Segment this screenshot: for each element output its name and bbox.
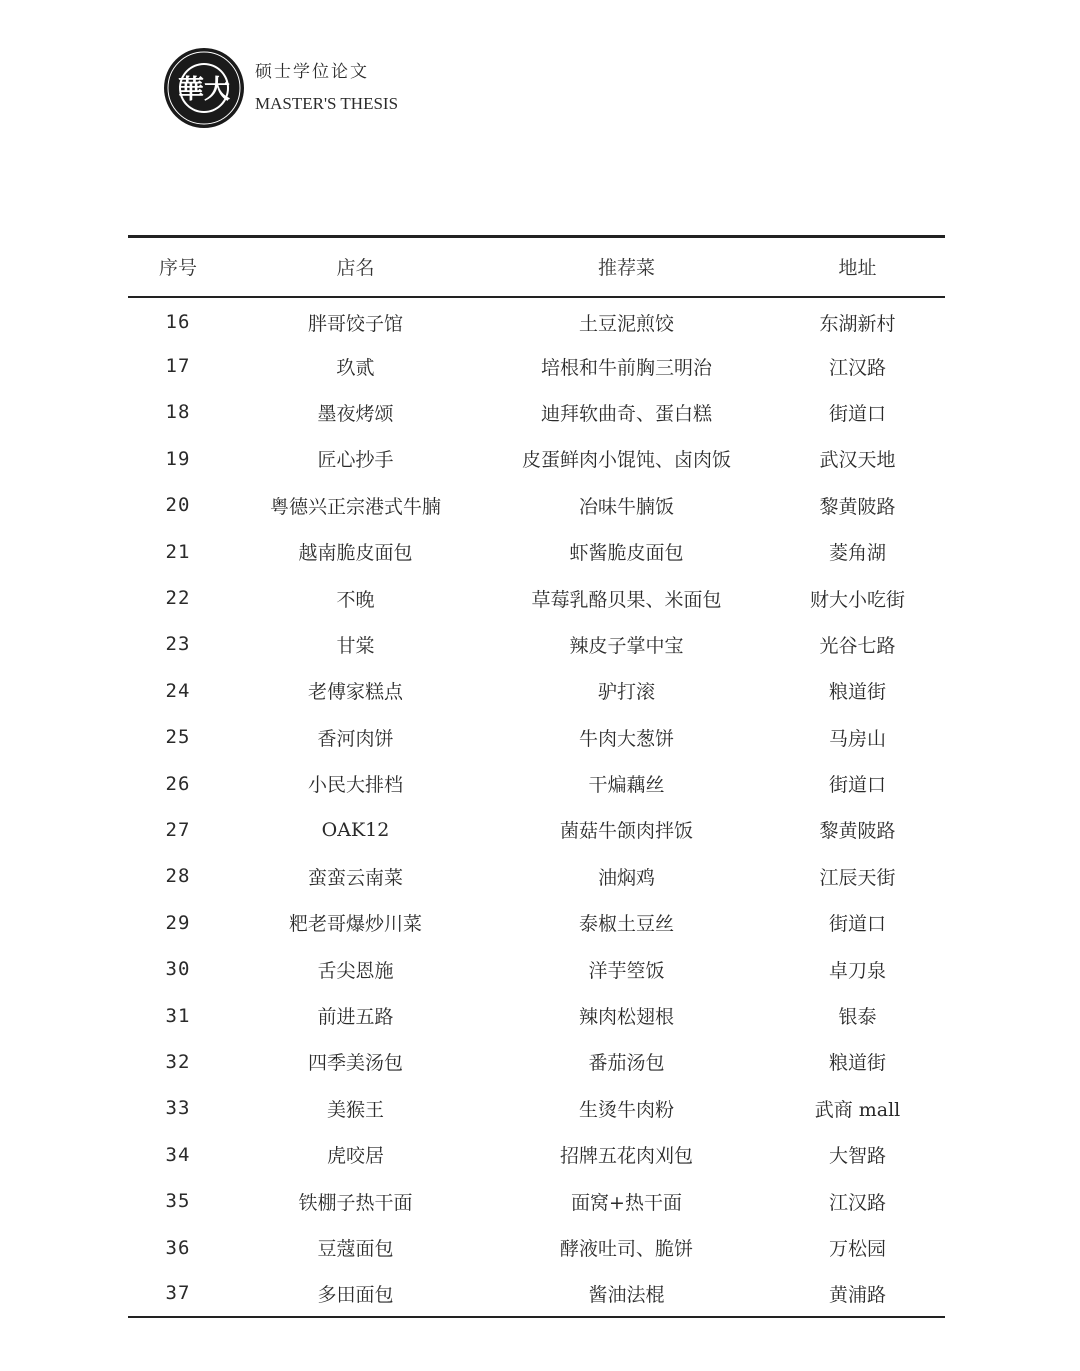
cell-address: 东湖新村 xyxy=(819,312,896,335)
cell-restaurant-name: 墨夜烤颂 xyxy=(317,402,394,425)
cell-restaurant-name: 匠心抄手 xyxy=(317,449,394,472)
cell-recommended-dish: 虾酱脆皮面包 xyxy=(569,542,684,565)
cell-restaurant-name: 粤德兴正宗港式牛腩 xyxy=(269,495,441,518)
table-body xyxy=(128,297,945,1318)
cell-restaurant-name: 前进五路 xyxy=(317,1006,394,1029)
table-row xyxy=(128,807,945,853)
cell-index: 31 xyxy=(165,1004,191,1027)
cell-recommended-dish: 冶味牛腩饭 xyxy=(578,495,674,518)
restaurant-table-container xyxy=(128,235,945,1318)
cell-recommended-dish: 辣皮子掌中宝 xyxy=(569,634,684,657)
university-seal-icon xyxy=(163,47,245,129)
cell-address: 马房山 xyxy=(828,727,886,750)
cell-restaurant-name: 越南脆皮面包 xyxy=(298,542,413,565)
cell-index: 30 xyxy=(165,958,191,981)
cell-index: 20 xyxy=(165,494,191,517)
cell-index: 25 xyxy=(165,726,191,749)
cell-address: 粮道街 xyxy=(828,1052,886,1075)
cell-index: 18 xyxy=(165,401,191,424)
cell-restaurant-name: 香河肉饼 xyxy=(317,727,394,750)
cell-recommended-dish: 番茄汤包 xyxy=(588,1052,665,1075)
cell-index: 37 xyxy=(165,1282,191,1305)
cell-restaurant-name: 美猴王 xyxy=(326,1098,384,1121)
table-row xyxy=(128,1085,945,1131)
cell-recommended-dish: 酵液吐司、脆饼 xyxy=(559,1238,693,1260)
cell-recommended-dish: 泰椒土豆丝 xyxy=(578,913,674,936)
cell-address: 光谷七路 xyxy=(819,634,896,657)
cell-restaurant-name: 不晚 xyxy=(336,588,375,611)
table-row xyxy=(128,1178,945,1224)
cell-recommended-dish: 招牌五花肉刈包 xyxy=(559,1145,693,1168)
table-row xyxy=(128,482,945,528)
cell-recommended-dish: 生烫牛肉粉 xyxy=(578,1098,674,1121)
thesis-title-en: MASTER'S THESIS xyxy=(255,94,399,113)
table-row xyxy=(128,760,945,806)
cell-recommended-dish: 皮蛋鲜肉小馄饨、卤肉饭 xyxy=(521,449,731,472)
header-text xyxy=(255,61,398,115)
cell-address: 黎黄陂路 xyxy=(819,495,896,518)
cell-index: 21 xyxy=(165,540,191,563)
cell-restaurant-name: 甘棠 xyxy=(336,634,375,657)
table-header-row xyxy=(128,237,945,297)
cell-recommended-dish: 驴打滚 xyxy=(597,681,655,704)
cell-index: 19 xyxy=(165,447,191,470)
cell-index: 23 xyxy=(165,633,191,656)
cell-restaurant-name: 豆蔻面包 xyxy=(317,1238,394,1260)
seal-glyph: 華大 xyxy=(177,75,231,105)
cell-index: 16 xyxy=(165,311,191,334)
cell-address: 万松园 xyxy=(828,1238,886,1260)
cell-index: 35 xyxy=(165,1190,191,1213)
cell-recommended-dish: 草莓乳酪贝果、米面包 xyxy=(531,588,722,611)
column-header-name: 店名 xyxy=(336,257,375,280)
cell-restaurant-name: 粑老哥爆炒川菜 xyxy=(288,913,422,936)
table-row xyxy=(128,714,945,760)
table-row xyxy=(128,1132,945,1178)
cell-restaurant-name: 四季美汤包 xyxy=(307,1052,403,1075)
cell-recommended-dish: 菌菇牛颌肉拌饭 xyxy=(559,820,693,843)
cell-restaurant-name: 虎咬居 xyxy=(326,1145,384,1168)
cell-address: 街道口 xyxy=(828,402,886,425)
cell-restaurant-name: OAK12 xyxy=(321,818,390,841)
table-row xyxy=(128,297,945,343)
table-row xyxy=(128,528,945,574)
cell-address: 江辰天街 xyxy=(819,866,896,889)
cell-address: 财大小吃街 xyxy=(809,588,905,611)
table-row xyxy=(128,853,945,899)
cell-recommended-dish: 酱油法棍 xyxy=(588,1283,665,1306)
cell-address: 江汉路 xyxy=(828,1191,886,1214)
table-row xyxy=(128,1271,945,1317)
cell-index: 22 xyxy=(165,587,191,610)
cell-address: 江汉路 xyxy=(828,356,886,379)
table-row xyxy=(128,946,945,992)
restaurant-table xyxy=(128,235,945,1318)
cell-index: 28 xyxy=(165,865,191,888)
cell-recommended-dish: 洋芋箜饭 xyxy=(588,959,665,982)
column-header-dish: 推荐菜 xyxy=(597,257,655,280)
table-row xyxy=(128,1224,945,1270)
cell-address: 街道口 xyxy=(828,913,886,936)
cell-index: 32 xyxy=(165,1050,191,1073)
cell-recommended-dish: 牛肉大葱饼 xyxy=(578,727,674,750)
cell-index: 24 xyxy=(165,679,191,702)
cell-index: 17 xyxy=(165,355,191,378)
table-row xyxy=(128,1039,945,1085)
table-row xyxy=(128,621,945,667)
cell-restaurant-name: 玖贰 xyxy=(336,356,375,379)
cell-restaurant-name: 胖哥饺子馆 xyxy=(307,312,403,335)
table-row xyxy=(128,436,945,482)
column-header-index: 序号 xyxy=(158,257,197,280)
cell-address: 黎黄陂路 xyxy=(819,820,896,843)
cell-index: 34 xyxy=(165,1143,191,1166)
cell-address: 粮道街 xyxy=(828,681,886,704)
cell-address: 银泰 xyxy=(838,1006,877,1029)
thesis-header xyxy=(163,46,398,130)
cell-address: 街道口 xyxy=(828,774,886,797)
cell-restaurant-name: 铁棚子热干面 xyxy=(298,1191,413,1214)
cell-recommended-dish: 迪拜软曲奇、蛋白糕 xyxy=(540,402,712,425)
cell-index: 36 xyxy=(165,1236,191,1259)
cell-address: 大智路 xyxy=(828,1145,886,1168)
cell-restaurant-name: 舌尖恩施 xyxy=(317,959,394,982)
cell-address: 卓刀泉 xyxy=(828,959,886,982)
table-row xyxy=(128,575,945,621)
cell-address: 菱角湖 xyxy=(828,542,886,565)
table-row xyxy=(128,389,945,435)
cell-index: 33 xyxy=(165,1097,191,1120)
table-row xyxy=(128,668,945,714)
cell-index: 29 xyxy=(165,911,191,934)
table-row xyxy=(128,343,945,389)
cell-recommended-dish: 辣肉松翅根 xyxy=(578,1006,674,1029)
cell-restaurant-name: 多田面包 xyxy=(317,1283,394,1306)
cell-restaurant-name: 蛮蛮云南菜 xyxy=(307,866,403,889)
cell-recommended-dish: 干煸藕丝 xyxy=(588,774,665,797)
cell-address: 武商 mall xyxy=(814,1098,901,1121)
cell-restaurant-name: 老傅家糕点 xyxy=(307,681,403,704)
cell-recommended-dish: 面窝+热干面 xyxy=(571,1191,682,1214)
cell-restaurant-name: 小民大排档 xyxy=(307,774,403,797)
cell-address: 黄浦路 xyxy=(828,1283,886,1306)
table-row xyxy=(128,900,945,946)
cell-index: 27 xyxy=(165,818,191,841)
column-header-address: 地址 xyxy=(838,257,877,280)
cell-address: 武汉天地 xyxy=(819,449,896,472)
table-row xyxy=(128,992,945,1038)
thesis-title-cn: 硕士学位论文 xyxy=(255,62,369,82)
cell-recommended-dish: 油焖鸡 xyxy=(597,866,655,889)
cell-recommended-dish: 土豆泥煎饺 xyxy=(578,312,674,335)
cell-index: 26 xyxy=(165,772,191,795)
cell-recommended-dish: 培根和牛前胸三明治 xyxy=(540,356,712,379)
